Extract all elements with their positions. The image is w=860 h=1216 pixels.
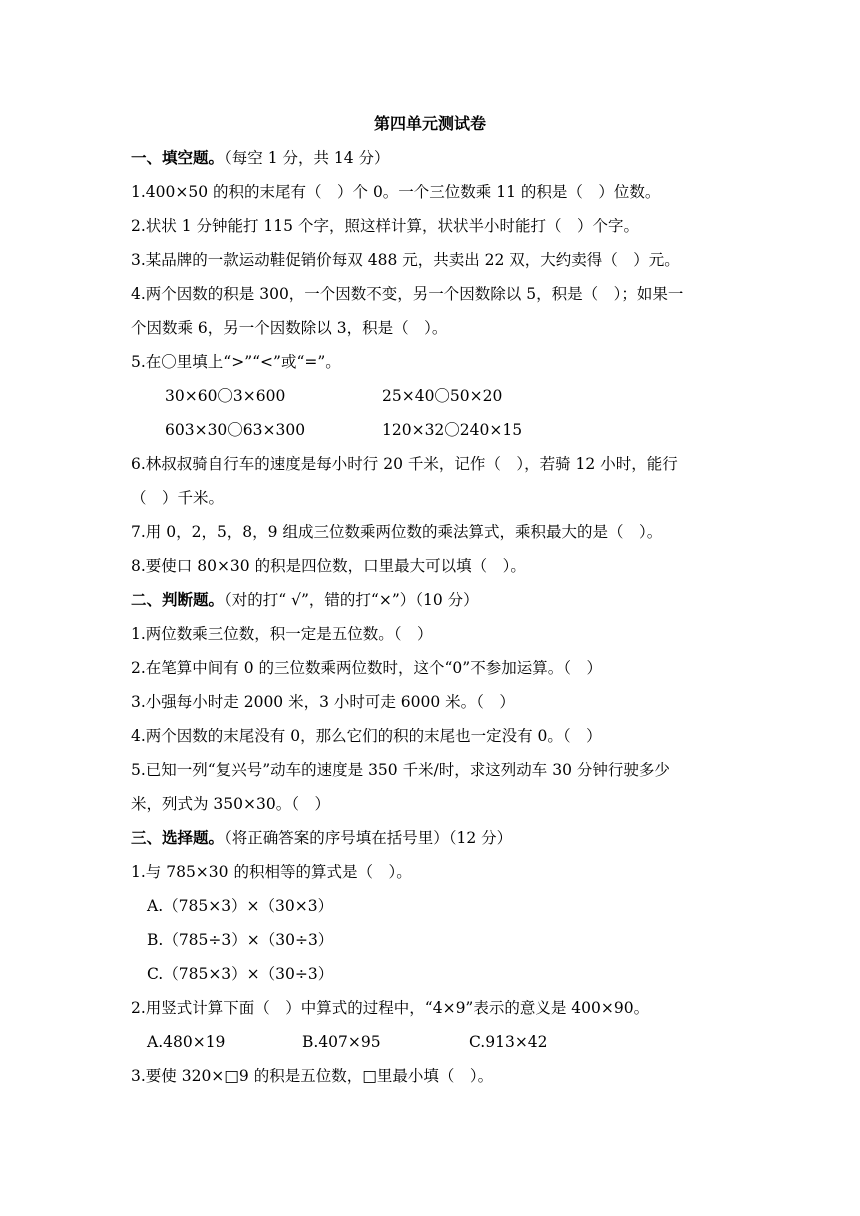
s1-question-4-line-2: 个因数乘 6，另一个因数除以 3，积是（ ）。 bbox=[131, 319, 448, 337]
section-1-note: （每空 1 分，共 14 分） bbox=[224, 149, 390, 167]
section-2-note: （对的打“ √”，错的打“×”）（10 分） bbox=[224, 591, 479, 609]
s1-question-5-row-1 bbox=[165, 384, 770, 408]
compare-item: 603×30〇63×300 bbox=[165, 421, 306, 439]
s3-question-1-option-b: B.（785÷3）×（30÷3） bbox=[147, 931, 334, 949]
s3-question-1: 1.与 785×30 的积相等的算式是（ ）。 bbox=[131, 863, 412, 881]
section-2-heading bbox=[131, 588, 736, 612]
s1-question-4-line-1: 4.两个因数的积是 300，一个因数不变，另一个因数除以 5，积是（ ）；如果一 bbox=[131, 285, 684, 303]
compare-item: 25×40〇50×20 bbox=[382, 387, 503, 405]
section-1-title: 一、填空题。 bbox=[131, 148, 225, 167]
s2-question-3: 3.小强每小时走 2000 米，3 小时可走 6000 米。（ ） bbox=[131, 693, 515, 711]
s3-question-2-option-b: B.407×95 bbox=[302, 1033, 381, 1051]
s1-question-6-line-1: 6.林叔叔骑自行车的速度是每小时行 20 千米，记作（ ），若骑 12 小时，能行 bbox=[131, 455, 678, 473]
s1-question-3: 3.某品牌的一款运动鞋促销价每双 488 元，共卖出 22 双，大约卖得（ ）元。 bbox=[131, 251, 680, 269]
s2-question-2: 2.在笔算中间有 0 的三位数乘两位数时，这个“0”不参加运算。（ ） bbox=[131, 659, 602, 677]
section-1-heading bbox=[131, 146, 736, 170]
s3-question-1-option-c: C.（785×3）×（30÷3） bbox=[147, 965, 334, 983]
section-3-title: 三、选择题。 bbox=[131, 828, 225, 847]
compare-item: 120×32〇240×15 bbox=[382, 421, 523, 439]
s3-question-2-option-a: A.480×19 bbox=[147, 1033, 226, 1051]
page-title: 第四单元测试卷 bbox=[373, 114, 486, 133]
s2-question-4: 4.两个因数的末尾没有 0，那么它们的积的末尾也一定没有 0。（ ） bbox=[131, 727, 602, 745]
s1-question-6-line-2: （ ）千米。 bbox=[131, 489, 225, 507]
s1-question-1: 1.400×50 的积的末尾有（ ）个 0。一个三位数乘 11 的积是（ ）位数。 bbox=[131, 183, 661, 201]
s1-question-2: 2.状状 1 分钟能打 115 个字，照这样计算，状状半小时能打（ ）个字。 bbox=[131, 217, 639, 235]
s3-question-2-option-c: C.913×42 bbox=[469, 1033, 548, 1051]
s1-question-7: 7.用 0，2，5，8，9 组成三位数乘两位数的乘法算式，乘积最大的是（ ）。 bbox=[131, 523, 663, 541]
s3-question-1-option-a: A.（785×3）×（30×3） bbox=[147, 897, 334, 915]
s1-question-5-row-2 bbox=[165, 418, 770, 442]
s3-question-2-options bbox=[147, 1030, 752, 1054]
s3-question-2: 2.用竖式计算下面（ ）中算式的过程中，“4×9”表示的意义是 400×90。 bbox=[131, 999, 650, 1017]
section-2-title: 二、判断题。 bbox=[131, 590, 225, 609]
section-3-note: （将正确答案的序号填在括号里）（12 分） bbox=[224, 829, 513, 847]
s2-question-5-line-1: 5.已知一列“复兴号”动车的速度是 350 千米/时，求这列动车 30 分钟行驶多少 bbox=[131, 761, 670, 779]
s1-question-5: 5.在〇里填上“>”“<”或“=”。 bbox=[131, 353, 341, 371]
section-3-heading bbox=[131, 826, 736, 850]
s2-question-1: 1.两位数乘三位数，积一定是五位数。（ ） bbox=[131, 625, 433, 643]
s1-question-8: 8.要使口 80×30 的积是四位数，口里最大可以填（ ）。 bbox=[131, 557, 526, 575]
compare-item: 30×60〇3×600 bbox=[165, 387, 286, 405]
s2-question-5-line-2: 米，列式为 350×30。（ ） bbox=[131, 795, 330, 813]
s3-question-3: 3.要使 320×□9 的积是五位数，□里最小填（ ）。 bbox=[131, 1067, 494, 1085]
